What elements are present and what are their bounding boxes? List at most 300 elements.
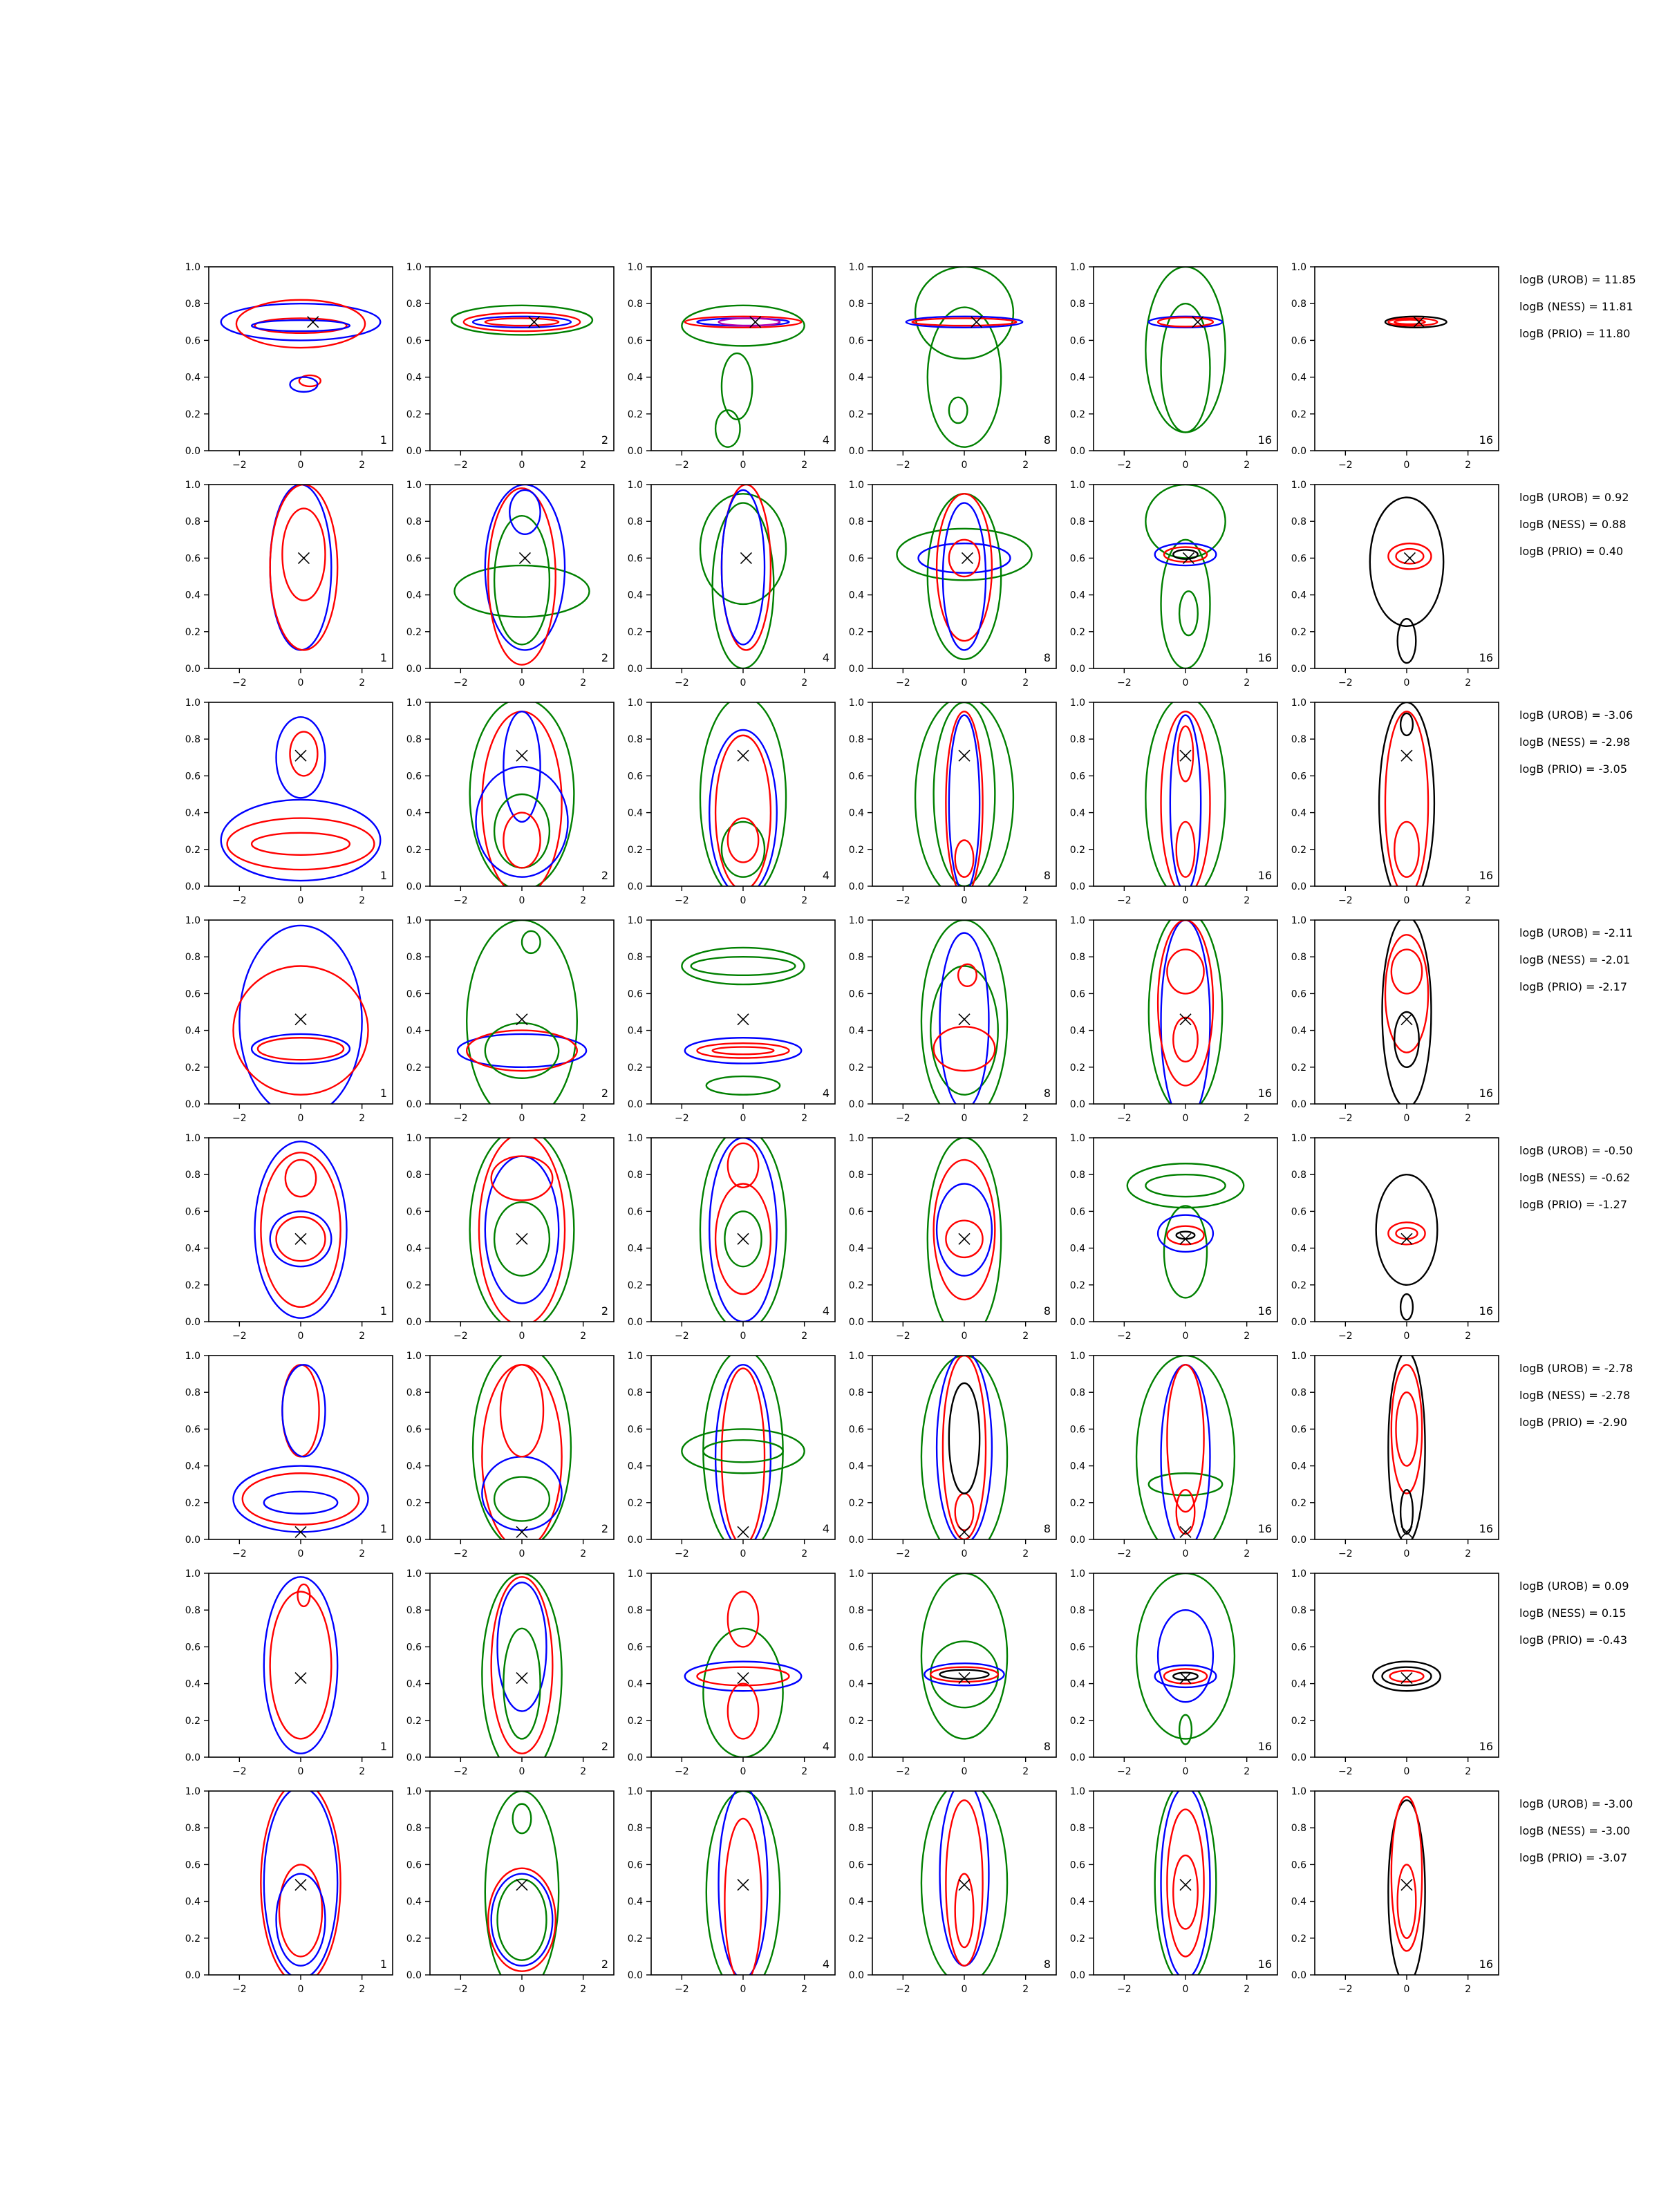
y-tick-label: 0.6 [1291,1206,1306,1218]
y-tick-label: 0.4 [406,1243,422,1255]
x-tick-label: 0 [297,895,304,906]
red-contour-line [912,318,1017,326]
y-tick-label: 0.0 [848,1535,864,1546]
blue-contour-line [1170,715,1201,892]
axes-frame [209,1791,393,1975]
x-tick-label: −2 [675,1548,689,1559]
x-tick-label: 2 [801,1984,808,1995]
x-tick-label: 0 [1403,1331,1410,1342]
red-contour-line [1178,727,1193,782]
logb-annotation: logB (PRIO) = -2.90 [1519,1416,1627,1429]
logb-annotation: logB (UROB) = -3.00 [1519,1797,1633,1810]
y-tick-label: 0.4 [627,807,643,819]
y-tick-label: 1.0 [848,1568,864,1580]
y-tick-label: 1.0 [185,1133,200,1144]
y-tick-label: 0.8 [1069,516,1085,528]
y-tick-label: 0.4 [1069,1461,1085,1472]
panel-corner-label: 4 [822,1958,830,1971]
blue-contour-line [940,933,989,1109]
y-tick-label: 0.8 [406,299,422,310]
contour-group [1145,267,1225,432]
x-tick-label: 2 [1465,1766,1472,1777]
y-tick-label: 0.2 [185,1062,200,1074]
panel-r7-c2 [406,1568,614,1777]
x-tick-label: −2 [1117,1984,1132,1995]
panel-r3-c3 [628,697,835,906]
panel-corner-label: 16 [1479,651,1493,664]
red-contour-line [227,818,375,870]
axes-frame [1315,267,1499,451]
y-tick-label: 0.6 [185,1424,200,1436]
y-tick-label: 0.8 [627,1823,643,1835]
x-tick-label: 0 [1403,1548,1410,1559]
logb-annotation: logB (UROB) = 0.09 [1519,1580,1629,1593]
x-tick-label: 0 [518,677,525,688]
y-tick-label: 0.4 [1291,1025,1306,1037]
x-tick-label: 2 [1244,677,1250,688]
x-tick-label: 2 [580,460,587,471]
y-tick-label: 1.0 [406,1568,422,1580]
green-contour-line [949,397,968,423]
logb-annotation: logB (PRIO) = -0.43 [1519,1633,1627,1647]
x-tick-label: 0 [1403,1766,1410,1777]
y-tick-label: 0.8 [848,1387,864,1399]
y-tick-label: 0.0 [848,1752,864,1763]
y-tick-label: 0.6 [185,1642,200,1653]
logb-annotation: logB (NESS) = -3.00 [1519,1824,1631,1837]
y-tick-label: 0.2 [185,1933,200,1944]
red-contour-line [479,1134,565,1326]
y-tick-label: 0.6 [1069,1424,1085,1436]
axes-frame [209,1138,393,1322]
panel-r5-c3 [628,1129,835,1342]
y-tick-label: 0.0 [185,1317,200,1328]
y-tick-label: 0.0 [1291,1970,1306,1981]
y-tick-label: 0.0 [406,1970,422,1981]
panel-r4-c3 [628,915,835,1124]
axes-frame [1094,1138,1277,1322]
red-contour-line [1161,711,1210,895]
panel-r5-c6 [1291,1133,1499,1342]
y-tick-label: 0.2 [627,1280,643,1291]
contour-group [906,267,1022,447]
x-tick-label: 2 [1465,895,1472,906]
contour-group [682,306,804,447]
red-contour-line [261,1152,340,1306]
logb-annotation: logB (NESS) = 0.88 [1519,518,1627,531]
y-tick-label: 0.0 [1069,446,1085,457]
contour-group [921,1352,1007,1558]
x-tick-label: 2 [1244,1331,1250,1342]
y-tick-label: 0.4 [627,1461,643,1472]
blue-contour-line [937,1352,992,1544]
axes-frame [651,267,835,451]
true-value-marker [298,552,309,563]
y-tick-label: 1.0 [185,915,200,926]
y-tick-label: 0.2 [185,844,200,856]
y-tick-label: 0.4 [627,372,643,384]
y-tick-label: 0.8 [406,516,422,528]
x-tick-label: 2 [801,895,808,906]
axes-frame [651,1573,835,1757]
y-tick-label: 1.0 [185,1786,200,1797]
y-tick-label: 0.0 [1291,1099,1306,1110]
y-tick-label: 0.0 [627,1970,643,1981]
y-tick-label: 0.6 [1291,553,1306,565]
green-contour-line [1149,911,1222,1114]
x-tick-label: 0 [1403,1113,1410,1124]
x-tick-label: −2 [1338,1548,1353,1559]
y-tick-label: 1.0 [185,1351,200,1362]
red-contour-line [1398,1864,1416,1938]
y-tick-label: 0.4 [627,1243,643,1255]
y-tick-label: 0.6 [185,771,200,782]
panel-corner-label: 1 [379,1740,387,1753]
contour-group [1155,1782,1217,1985]
panel-corner-label: 16 [1257,433,1272,447]
y-tick-label: 0.0 [1291,1535,1306,1546]
blue-contour-line [715,1365,771,1548]
panel-r6-c6 [1291,1351,1499,1559]
y-tick-label: 0.4 [1069,590,1085,601]
y-tick-label: 0.8 [848,299,864,310]
panel-r2-c4 [849,480,1056,688]
contour-group [485,1791,559,1994]
y-tick-label: 0.0 [185,1535,200,1546]
y-tick-label: 0.2 [1069,409,1085,420]
y-tick-label: 0.0 [1069,664,1085,675]
red-contour-line [1167,1226,1203,1245]
y-tick-label: 0.6 [1069,771,1085,782]
x-tick-label: 0 [740,1331,747,1342]
contour-group [897,494,1031,659]
red-contour-line [1391,950,1422,994]
x-tick-label: −2 [675,1113,689,1124]
red-contour-line [722,1369,765,1545]
blue-contour-line [485,1156,559,1304]
red-contour-line [1164,1669,1207,1683]
red-contour-line [958,964,977,986]
x-tick-label: 0 [518,895,525,906]
y-tick-label: 0.2 [406,409,422,420]
true-value-marker [738,1233,749,1244]
y-tick-label: 0.4 [185,590,200,601]
y-tick-label: 0.0 [185,1752,200,1763]
purple-contour-line [719,318,780,326]
contour-group [700,485,786,668]
contour-group [685,1592,801,1757]
x-tick-label: −2 [232,1113,247,1124]
panel-corner-label: 4 [822,1522,830,1535]
red-contour-line [1388,543,1431,569]
contour-group [454,485,589,665]
x-tick-label: 2 [1465,1548,1472,1559]
x-tick-label: 2 [801,1113,808,1124]
y-tick-label: 0.6 [627,1859,643,1871]
red-contour-line [1390,1671,1424,1682]
y-tick-label: 0.2 [848,1497,864,1509]
x-tick-label: −2 [1117,1331,1132,1342]
y-tick-label: 0.0 [1291,1752,1306,1763]
black-contour-line [1388,1352,1425,1544]
contour-group [233,1365,368,1532]
blue-contour-line [498,1582,547,1711]
x-tick-label: 0 [961,1331,968,1342]
x-tick-label: 2 [580,677,587,688]
x-tick-label: 0 [740,460,747,471]
y-tick-label: 0.8 [1069,1170,1085,1181]
x-tick-label: 2 [359,1331,366,1342]
x-tick-label: 0 [518,1548,525,1559]
logb-annotation: logB (UROB) = -2.11 [1519,926,1633,939]
x-tick-label: 0 [1182,1548,1189,1559]
x-tick-label: −2 [675,1331,689,1342]
y-tick-label: 0.8 [627,299,643,310]
panel-corner-label: 4 [822,433,830,447]
y-tick-label: 0.6 [185,1206,200,1218]
blue-contour-line [509,490,540,534]
axes-frame [872,920,1056,1104]
y-tick-label: 0.2 [848,409,864,420]
panel-r6-c4 [849,1351,1056,1559]
y-tick-label: 0.2 [406,626,422,638]
x-tick-label: 0 [1182,460,1189,471]
y-tick-label: 0.8 [848,516,864,528]
y-tick-label: 1.0 [1291,915,1306,926]
red-contour-line [270,1592,332,1739]
panel-corner-label: 2 [601,1087,608,1100]
y-tick-label: 0.4 [1291,1678,1306,1690]
y-tick-label: 0.4 [1069,1896,1085,1908]
y-tick-label: 0.4 [848,590,864,601]
red-contour-line [258,1038,344,1060]
panel-corner-label: 4 [822,1304,830,1318]
blue-contour-line [252,320,350,331]
red-contour-line [285,1160,316,1197]
axes-frame [1315,1573,1499,1757]
axes-frame [1094,702,1277,886]
red-contour-line [261,1782,340,1985]
y-tick-label: 1.0 [1069,480,1085,491]
panel-corner-label: 2 [601,1522,608,1535]
x-tick-label: 2 [1465,1331,1472,1342]
y-tick-label: 0.4 [1069,807,1085,819]
true-value-marker [516,1233,527,1244]
y-tick-label: 0.6 [1291,1642,1306,1653]
true-value-marker [519,552,530,563]
x-tick-label: 2 [580,1984,587,1995]
panel-corner-label: 2 [601,433,608,447]
y-tick-label: 1.0 [627,1351,643,1362]
green-contour-line [921,1782,1007,1985]
logb-annotation: logB (UROB) = -2.78 [1519,1362,1633,1375]
y-tick-label: 0.2 [1291,1933,1306,1944]
y-tick-label: 0.8 [1291,1823,1306,1835]
logb-annotation: logB (PRIO) = -3.07 [1519,1851,1627,1864]
y-tick-label: 0.4 [848,1896,864,1908]
green-contour-line [494,1477,550,1521]
red-contour-line [1394,822,1418,877]
y-tick-label: 0.8 [848,734,864,746]
panel-r8-c3 [628,1786,835,1995]
x-tick-label: −2 [1117,1766,1132,1777]
y-tick-label: 0.6 [848,1206,864,1218]
panel-r4-c6 [1291,915,1499,1124]
red-contour-line [500,1365,543,1456]
x-tick-label: 0 [518,1331,525,1342]
green-contour-line [498,1880,547,1960]
contour-group [264,1577,337,1753]
contour-group [921,1573,1007,1738]
x-tick-label: −2 [1338,1331,1353,1342]
true-value-marker [516,1880,527,1891]
y-tick-label: 1.0 [1291,1786,1306,1797]
x-tick-label: 2 [1465,460,1472,471]
x-tick-label: −2 [675,1766,689,1777]
logb-annotation: logB (UROB) = 11.85 [1519,273,1636,286]
y-tick-label: 0.2 [848,626,864,638]
y-tick-label: 0.0 [185,881,200,892]
y-tick-label: 0.0 [406,1317,422,1328]
true-value-marker [738,750,749,761]
y-tick-label: 0.8 [1069,734,1085,746]
y-tick-label: 0.2 [1069,1715,1085,1727]
panel-corner-label: 16 [1479,1087,1493,1100]
red-contour-line [1158,920,1213,1085]
green-contour-line [722,353,752,420]
y-tick-label: 0.2 [627,1715,643,1727]
panel-r4-c5 [1070,911,1277,1124]
red-contour-line [243,1473,359,1524]
y-tick-label: 0.0 [627,1099,643,1110]
x-tick-label: 0 [1403,460,1410,471]
y-tick-label: 0.6 [406,1424,422,1436]
contour-group [1145,485,1225,668]
y-tick-label: 0.0 [848,1317,864,1328]
panel-r1-c5 [1070,262,1277,471]
red-contour-line [728,1592,758,1647]
axes-frame [430,1573,614,1757]
y-tick-label: 1.0 [627,1568,643,1580]
panel-r5-c5 [1070,1133,1277,1342]
panel-r5-c2 [406,1129,614,1342]
y-tick-label: 0.2 [1069,626,1085,638]
red-contour-line [491,1577,553,1753]
panel-corner-label: 1 [379,869,387,882]
true-value-marker [516,1526,527,1537]
green-contour-line [494,794,550,868]
red-contour-line [1396,1392,1417,1465]
y-tick-label: 1.0 [627,480,643,491]
y-tick-label: 0.8 [1069,952,1085,964]
panel-corner-label: 1 [379,1958,387,1971]
panel-corner-label: 1 [379,1087,387,1100]
red-contour-line [697,1667,789,1686]
y-tick-label: 0.4 [185,1025,200,1037]
green-contour-line [921,1573,1007,1738]
panel-corner-label: 1 [379,433,387,447]
y-tick-label: 0.8 [185,1387,200,1399]
y-tick-label: 0.0 [848,881,864,892]
x-tick-label: −2 [453,895,468,906]
y-tick-label: 0.2 [406,1062,422,1074]
x-tick-label: −2 [1338,1766,1353,1777]
panel-corner-label: 16 [1257,1304,1272,1318]
x-tick-label: 0 [961,460,968,471]
y-tick-label: 0.4 [848,1243,864,1255]
y-tick-label: 0.0 [848,664,864,675]
y-tick-label: 0.8 [185,952,200,964]
y-tick-label: 0.0 [406,446,422,457]
blue-contour-line [1161,920,1210,1123]
y-tick-label: 1.0 [627,915,643,926]
y-tick-label: 0.4 [406,1678,422,1690]
axes-frame [430,920,614,1104]
x-tick-label: 0 [740,895,747,906]
y-tick-label: 0.0 [627,1535,643,1546]
x-tick-label: 0 [740,1548,747,1559]
x-tick-label: −2 [896,1113,910,1124]
y-tick-label: 1.0 [1069,697,1085,709]
blue-contour-line [264,1577,337,1753]
y-tick-label: 0.8 [627,1605,643,1617]
y-tick-label: 1.0 [627,1133,643,1144]
x-tick-label: 2 [580,895,587,906]
true-value-marker [295,1673,306,1684]
y-tick-label: 1.0 [1291,1133,1306,1144]
y-tick-label: 0.8 [627,516,643,528]
panel-corner-label: 16 [1479,1740,1493,1753]
x-tick-label: −2 [453,1331,468,1342]
x-tick-label: −2 [1117,1113,1132,1124]
panel-r8-c6 [1291,1786,1499,1995]
green-contour-line [934,702,995,886]
panel-corner-label: 16 [1257,1087,1272,1100]
y-tick-label: 0.8 [1291,952,1306,964]
contour-group [921,920,1007,1123]
red-contour-line [713,1047,774,1055]
y-tick-label: 0.8 [1291,734,1306,746]
y-tick-label: 0.6 [848,988,864,1000]
panel-corner-label: 4 [822,1740,830,1753]
green-contour-line [706,1076,780,1095]
axes-frame [430,267,614,451]
green-contour-line [915,697,1013,899]
true-value-marker [516,750,527,761]
y-tick-label: 0.6 [848,335,864,347]
y-tick-label: 0.0 [848,1970,864,1981]
y-tick-label: 0.8 [1069,1605,1085,1617]
y-tick-label: 0.0 [185,664,200,675]
axes-frame [430,1138,614,1322]
panel-corner-label: 16 [1257,1522,1272,1535]
true-value-marker [1401,1880,1412,1891]
panel-r6-c1 [185,1351,393,1559]
x-tick-label: 0 [297,460,304,471]
green-contour-line [715,410,740,447]
green-contour-line [1179,591,1198,635]
y-tick-label: 0.2 [406,844,422,856]
y-tick-label: 0.4 [406,1025,422,1037]
x-tick-label: 0 [1182,677,1189,688]
x-tick-label: 0 [297,1766,304,1777]
green-contour-line [473,1347,571,1549]
y-tick-label: 0.6 [627,1642,643,1653]
y-tick-label: 0.2 [406,1497,422,1509]
y-tick-label: 0.8 [406,734,422,746]
black-contour-line [1373,1662,1441,1691]
y-tick-label: 0.8 [1291,1170,1306,1181]
